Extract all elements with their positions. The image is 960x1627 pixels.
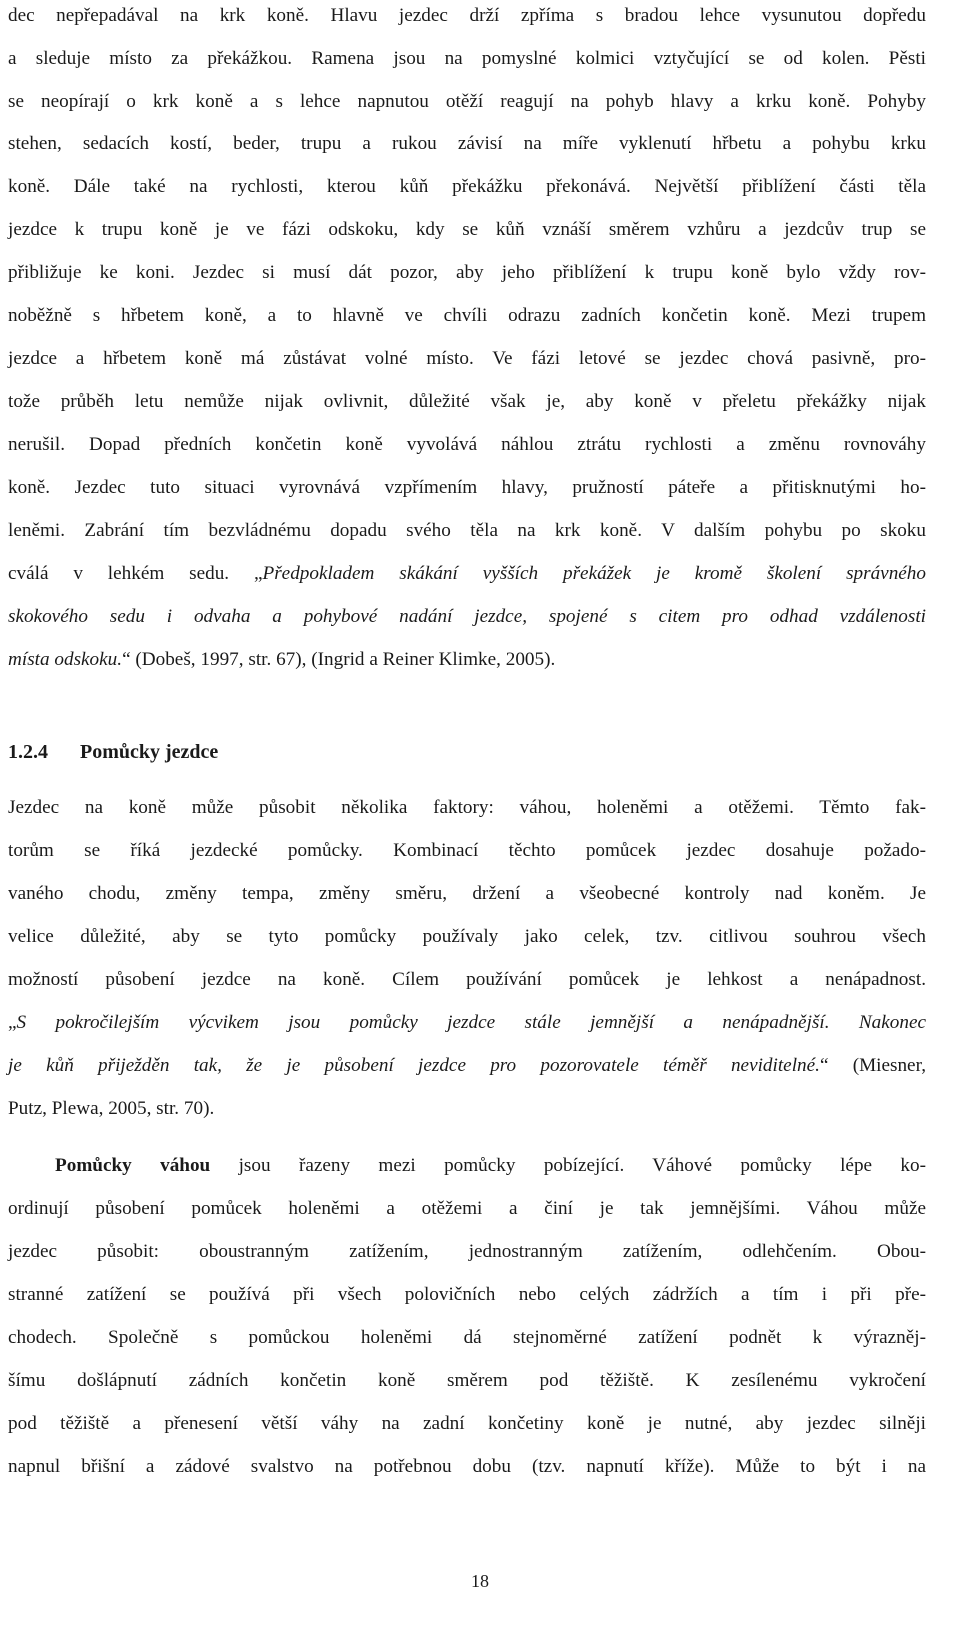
text-line xyxy=(8,45,926,73)
text-run: nerušil. Dopad předních končetin koně vyvolává náhlou ztrátu rychlosti a změnu rovnováhy xyxy=(8,434,926,455)
text-run: „ xyxy=(8,1012,17,1033)
text-run: jsou řazeny mezi pomůcky pobízející. Váhové pomůcky lépe ko- xyxy=(210,1155,926,1176)
quote-text: je kůň přiježděn tak, že je působení jezdce pro pozorovatele téměř neviditelné. xyxy=(8,1055,820,1076)
text-line xyxy=(8,474,926,502)
bold-term: Pomůcky váhou xyxy=(55,1155,211,1176)
text-line xyxy=(8,2,926,30)
citation: Putz, Plewa, 2005, str. 70). xyxy=(8,1098,215,1119)
text-run: stranné zatížení se používá při všech polovičních nebo celých zádržích a tím i při pře- xyxy=(8,1284,926,1305)
text-line xyxy=(8,259,926,287)
text-line xyxy=(8,88,926,116)
text-run: cválá v lehkém sedu. „ xyxy=(8,563,263,584)
text-run: vaného chodu, změny tempa, změny směru, držení a všeobecné kontroly nad koněm. Je xyxy=(8,883,926,904)
text-line xyxy=(8,431,926,459)
citation: “ (Miesner, xyxy=(819,1055,926,1076)
text-line xyxy=(8,794,926,822)
text-run: jezdec působit: oboustranným zatížením, jednostranným zatížením, odlehčením. Obou- xyxy=(8,1241,926,1262)
text-run: chodech. Společně s pomůckou holeněmi dá stejnoměrné zatížení podnět k výrazněj- xyxy=(8,1327,926,1348)
text-run: pod těžiště a přenesení větší váhy na zadní končetiny koně je nutné, aby jezdec silněji xyxy=(8,1413,926,1434)
text-line xyxy=(8,966,926,994)
text-line xyxy=(8,216,926,244)
text-line xyxy=(8,1453,926,1481)
text-line xyxy=(8,517,926,545)
text-run: leněmi. Zabrání tím bezvládnému dopadu svého těla na krk koně. V dalším pohybu po skoku xyxy=(8,520,926,541)
text-line xyxy=(8,603,926,631)
text-run: se neopírají o krk koně a s lehce napnutou otěží reagují na pohyb hlavy a krku koně. Pohyby xyxy=(8,91,926,112)
text-run: možností působení jezdce na koně. Cílem používání pomůcek je lehkost a nenápadnost. xyxy=(8,969,926,990)
text-line xyxy=(8,345,926,373)
text-run: stehen, sedacích kostí, beder, trupu a rukou závisí na míře vyklenutí hřbetu a pohybu krku xyxy=(8,133,926,154)
quote-text: skokového sedu i odvaha a pohybové nadání jezdce, spojené s citem pro odhad vzdálenosti xyxy=(8,606,926,627)
text-run: přibližuje ke koni. Jezdec si musí dát pozor, aby jeho přiblížení k trupu koně bylo vždy rov- xyxy=(8,262,926,283)
text-line xyxy=(8,130,926,158)
text-line xyxy=(8,1052,926,1080)
text-line xyxy=(8,1009,926,1037)
section-number: 1.2.4 xyxy=(8,741,48,763)
text-line xyxy=(8,923,926,951)
text-line xyxy=(8,302,926,330)
text-line xyxy=(8,880,926,908)
quote-text: místa odskoku. xyxy=(8,649,123,670)
text-line xyxy=(8,1238,926,1266)
section-heading xyxy=(8,737,218,767)
text-run: tože průběh letu nemůže nijak ovlivnit, důležité však je, aby koně v přeletu překážky nijak xyxy=(8,391,926,412)
quote-text: Předpokladem skákání vyšších překážek je kromě školení správného xyxy=(262,563,926,584)
text-run: jezdce a hřbetem koně má zůstávat volné místo. Ve fázi letové se jezdec chová pasivně, pro- xyxy=(8,348,926,369)
text-run: dec nepřepadával na krk koně. Hlavu jezdec drží zpříma s bradou lehce vysunutou dopředu xyxy=(8,5,926,26)
text-line xyxy=(8,1410,926,1438)
text-run: koně. Jezdec tuto situaci vyrovnává vzpřímením hlavy, pružností páteře a přitisknutými ho- xyxy=(8,477,926,498)
page-number: 18 xyxy=(471,1571,489,1591)
text-line xyxy=(55,1152,926,1180)
text-line xyxy=(8,1324,926,1352)
text-run: velice důležité, aby se tyto pomůcky používaly jako celek, tzv. citlivou souhrou všech xyxy=(8,926,926,947)
text-run: a sleduje místo za překážkou. Ramena jsou na pomyslné kolmici vztyčující se od kolen. Pěsti xyxy=(8,48,926,69)
section-title: Pomůcky jezdce xyxy=(80,741,219,763)
citation: “ (Dobeš, 1997, str. 67), (Ingrid a Reiner Klimke, 2005). xyxy=(122,649,556,670)
text-run: noběžně s hřbetem koně, a to hlavně ve chvíli odrazu zadních končetin koně. Mezi trupem xyxy=(8,305,926,326)
text-line xyxy=(8,388,926,416)
text-run: napnul břišní a zádové svalstvo na potřebnou dobu (tzv. napnutí kříže). Může to být i na xyxy=(8,1456,926,1477)
quote-text: S pokročilejším výcvikem jsou pomůcky jezdce stále jemnější a nenápadnější. Nakonec xyxy=(16,1012,926,1033)
text-line xyxy=(8,646,926,674)
text-line xyxy=(8,560,926,588)
text-run: šímu došlápnutí zádních končetin koně směrem pod těžiště. K zesílenému vykročení xyxy=(8,1370,926,1391)
text-line xyxy=(8,1281,926,1309)
text-run: Jezdec na koně může působit několika faktory: váhou, holeněmi a otěžemi. Těmto fak- xyxy=(8,797,926,818)
text-run: koně. Dále také na rychlosti, kterou kůň překážku překonává. Největší přiblížení části těla xyxy=(8,176,926,197)
text-run: jezdce k trupu koně je ve fázi odskoku, kdy se kůň vznáší směrem vzhůru a jezdcův trup se xyxy=(8,219,926,240)
text-line xyxy=(8,837,926,865)
text-line xyxy=(8,1195,926,1223)
text-line xyxy=(8,1095,926,1123)
text-line xyxy=(8,173,926,201)
text-line xyxy=(8,1367,926,1395)
text-run: torům se říká jezdecké pomůcky. Kombinací těchto pomůcek jezdec dosahuje požado- xyxy=(8,840,926,861)
text-run: ordinují působení pomůcek holeněmi a otěžemi a činí je tak jemnějšími. Váhou může xyxy=(8,1198,926,1219)
